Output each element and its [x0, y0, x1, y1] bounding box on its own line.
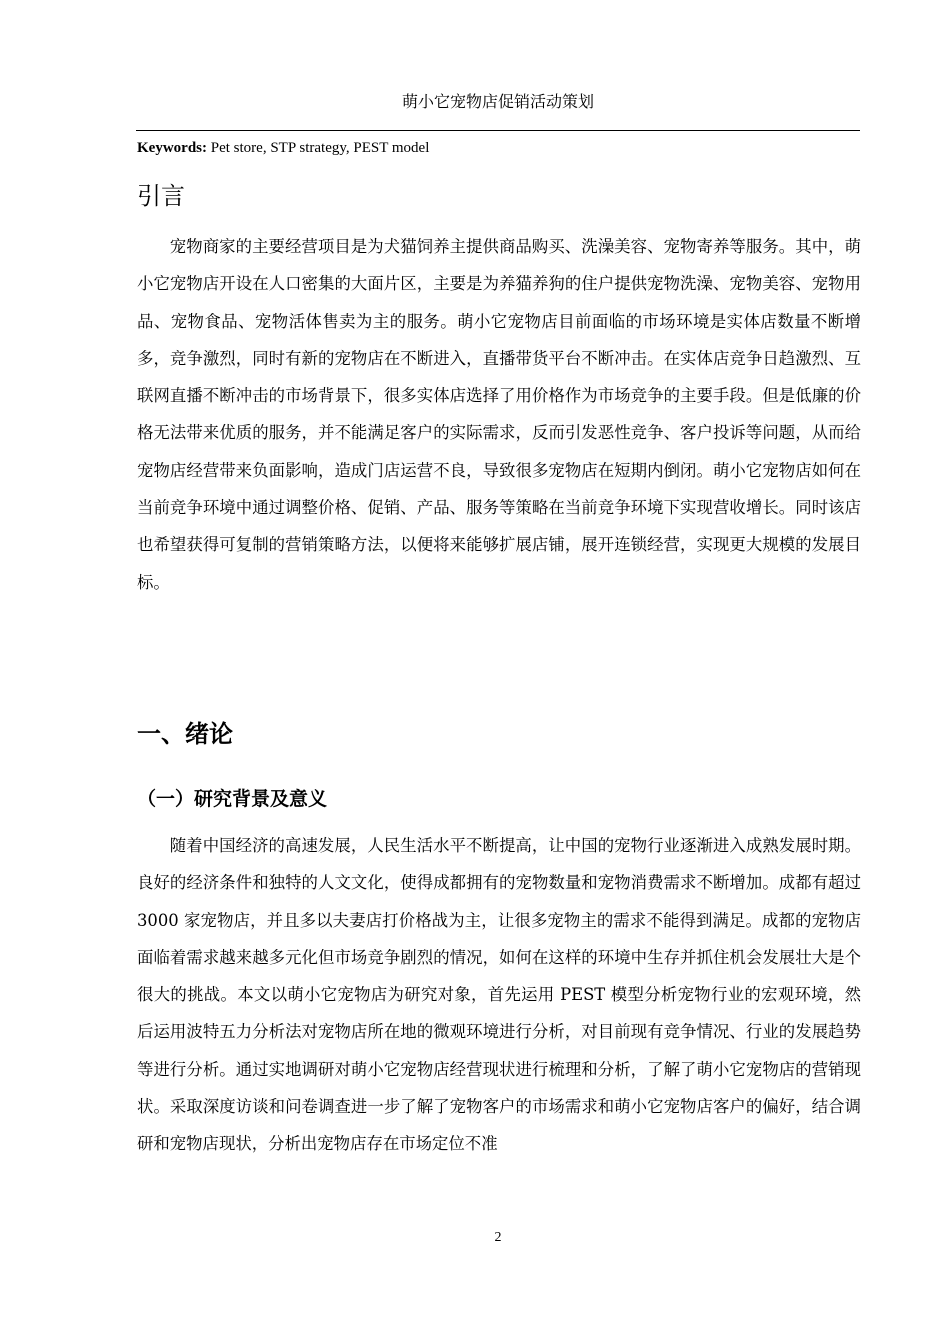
introduction-paragraph: 宠物商家的主要经营项目是为犬猫饲养主提供商品购买、洗澡美容、宠物寄养等服务。其中，萌小它宠物店开设在人口密集的大面片区，主要是为养猫养狗的住户提供宠物洗澡、宠物美容、宠物用品、宠物食品、宠物活体售卖为主的服务。萌小它宠物店目前面临的市场环境是实体店数量不断增多，竞争激烈，同时有新的宠物店在不断进入，直播带货平台不断冲击。在实体店竞争日趋激烈、互联网直播不断冲击的市场背景下，很多实体店选择了用价格作为市场竞争的主要手段。但是低廉的价格无法带来优质的服务，并不能满足客户的实际需求，反而引发恶性竞争、客户投诉等问题，从而给宠物店经营带来负面影响，造成门店运营不良，导致很多宠物店在短期内倒闭。萌小它宠物店如何在当前竞争环境中通过调整价格、促销、产品、服务等策略在当前竞争环境下实现营收增长。同时该店也希望获得可复制的营销策略方法，以便将来能够扩展店铺，展开连锁经营，实现更大规模的发展目标。	[137, 237, 861, 592]
running-header-title: 萌小它宠物店促销活动策划	[401, 92, 594, 111]
section-heading: （一）研究背景及意义	[137, 788, 328, 810]
header-divider	[136, 130, 860, 131]
keywords-value: Pet store, STP strategy, PEST model	[210, 140, 430, 156]
section-paragraph: 随着中国经济的高速发展，人民生活水平不断提高，让中国的宠物行业逐渐进入成熟发展时期。良好的经济条件和独特的人文文化，使得成都拥有的宠物数量和宠物消费需求不断增加。成都有超过 3000 家宠物店，并且多以夫妻店打价格战为主，让很多宠物主的需求不能得到满足。成都的宠物店面临着需求越来越多元化但市场竞争剧烈的情况，如何在这样的环境中生存并抓住机会发展壮大是个很大的挑战。本文以萌小它宠物店为研究对象，首先运用 PEST 模型分析宠物行业的宏观环境，然后运用波特五力分析法对宠物店所在地的微观环境进行分析，对目前现有竞争情况、行业的发展趋势等进行分析。通过实地调研对萌小它宠物店经营现状进行梳理和分析，了解了萌小它宠物店的营销现状。采取深度访谈和问卷调查进一步了解了宠物客户的市场需求和萌小它宠物店客户的偏好，结合调研和宠物店现状，分析出宠物店存在市场定位不准	[137, 836, 861, 1154]
keywords-line	[137, 137, 429, 159]
introduction-heading: 引言	[137, 182, 185, 210]
page-number: 2	[494, 1230, 502, 1245]
chapter-heading: 一、绪论	[137, 720, 233, 748]
keywords-label: Keywords:	[137, 140, 207, 156]
